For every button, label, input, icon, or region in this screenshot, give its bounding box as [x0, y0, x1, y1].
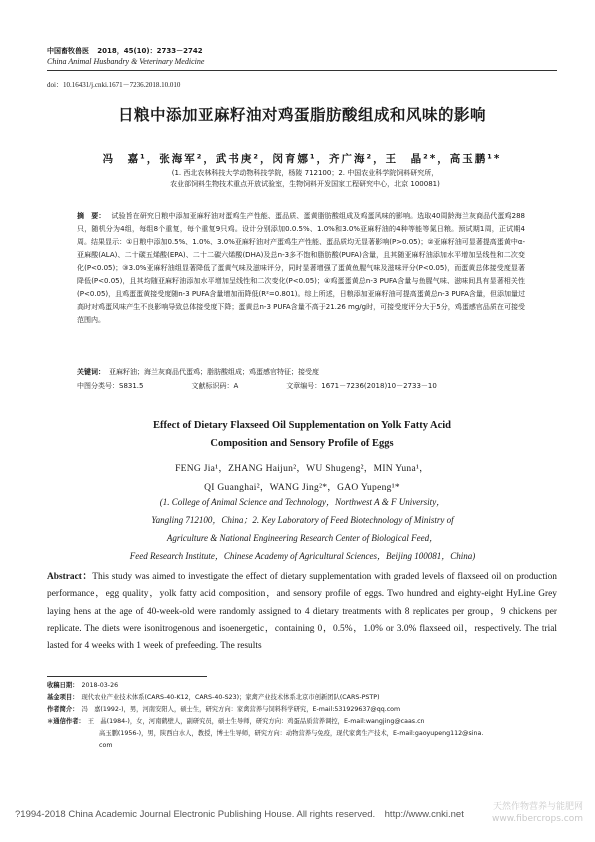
footnote-rule: [47, 676, 207, 677]
received-date: 2018-03-26: [81, 682, 119, 689]
paper-title-en: [47, 417, 557, 453]
footnote-corresponding-3: com: [99, 742, 113, 749]
authors-en-line: FENG Jia¹，ZHANG Haijun²，WU Shugeng²，MIN Yuna¹，: [175, 464, 429, 474]
document-code: 文献标识码：A: [191, 382, 239, 390]
author-label: 作者简介：: [47, 706, 79, 713]
article-number: 文章编号：1671－7236(2018)10－2733－10: [286, 382, 437, 390]
affiliation-en-line: Yangling 712100，China；2. Key Laboratory of Feed Biotechnology of Ministry of: [151, 515, 454, 525]
affiliation-cn-line: (1. 西北农林科技大学动物科技学院，杨陵 712100；2. 中国农业科学院饲料研究所，: [171, 169, 439, 177]
abstract-en-label: Abstract：: [47, 572, 93, 582]
fund-label: 基金项目：: [47, 694, 79, 701]
watermark-line: www.fibercrops.com: [492, 814, 583, 824]
affiliation-en-line: (1. College of Animal Science and Technology，Northwest A & F University，: [159, 497, 446, 507]
affiliation-en: [70, 493, 535, 565]
site-watermark: [492, 801, 583, 825]
watermark-line: 天然作物营养与能肥网: [492, 802, 583, 812]
footnote-corresponding-2: 高玉鹏(1956-)，男，陕西白水人，教授，博士生导师，研究方向：动物营养与免疫，现代家禽生产技术，E-mail:gaoyupeng112@sina.: [99, 730, 484, 737]
footnotes: [47, 680, 557, 752]
abstract-en: [47, 569, 557, 655]
keywords-cn: [77, 366, 525, 378]
corresponding-label: ＊通信作者：: [47, 718, 85, 725]
authors-en-line: QI Guanghai²，WANG Jing²*，GAO Yupeng¹*: [204, 483, 400, 493]
footnote-received: [47, 680, 557, 692]
header-rule: [47, 70, 557, 71]
journal-name-en: China Animal Husbandry & Veterinary Medicine: [47, 57, 205, 66]
keywords-cn-text: 亚麻籽油；海兰灰商品代蛋鸡；脂肪酸组成；鸡蛋感官特征；接受度: [109, 368, 319, 376]
fund-text: 现代农业产业技术体系(CARS-40-K12，CARS-40-S23)；家禽产业技术体系北京市创新团队(CARS-PSTP): [81, 694, 380, 701]
journal-name-cn: 中国畜牧兽医: [47, 47, 89, 55]
affiliation-en-line: Feed Research Institute，Chinese Academy of Agricultural Sciences，Beijing 100081，China): [129, 551, 476, 561]
footnote-author: [47, 704, 557, 716]
paper-title-en-line: Composition and Sensory Profile of Eggs: [210, 438, 394, 449]
affiliation-en-line: Agriculture & National Engineering Research Center of Biological Feed，: [166, 533, 439, 543]
affiliation-cn: [140, 168, 470, 190]
corresponding-text: 王 晶(1984-)，女，河南鹤壁人，副研究员，硕士生导师，研究方向：鸡蛋品质营养调控，E-mail:wangjing@caas.cn: [87, 718, 425, 725]
affiliation-cn-line: 农业部饲料生物技术重点开放试验室，生物饲料开发国家工程研究中心，北京 100081): [170, 180, 440, 188]
author-text: 冯 嘉(1992-)，男，河南安阳人，硕士生，研究方向：家禽营养与饲料科学研究，E-mail:531929637@qq.com: [81, 706, 401, 713]
abstract-en-text: This study was aimed to investigate the effect of dietary supplementation with graded levels of flaxseed oil on production performance，egg quality，yolk fatty acid composition，and sensory profile of eggs. Two hundred and eighty-eight HyLine Grey laying hens at the age of 40-week-old were randomly assigned to 4 dietary treatments with 8 replicates per group，9 chickens per replicate. The diets were isonitrogenous and isoenergetic，containing 0，0.5%，1.0% or 3.0% flaxseed oil，respectively. The trial lasted for 4 weeks with 1 week of prefeeding. The results: [47, 572, 557, 652]
doi[interactable]: doi：10.16431/j.cnki.1671－7236.2018.10.010: [47, 81, 181, 89]
journal-header: [47, 46, 557, 67]
footnote-corresponding: [47, 716, 557, 728]
footnote-fund: [47, 692, 557, 704]
clc-number: 中图分类号：S831.5: [77, 382, 144, 390]
paper-title-en-line: Effect of Dietary Flaxseed Oil Supplementation on Yolk Fatty Acid: [153, 420, 451, 431]
issue-meta: 2018，45(10)：2733－2742: [97, 47, 203, 55]
paper-title-cn: 日粮中添加亚麻籽油对鸡蛋脂肪酸组成和风味的影响: [117, 106, 486, 124]
abstract-cn: [77, 210, 525, 327]
authors-cn: 冯 嘉¹，张海军²，武书庚²，闵育娜¹，齐广海²，王 晶²*，高玉鹏¹*: [102, 153, 502, 165]
classification-row: [77, 380, 525, 392]
copyright-notice: ?1994-2018 China Academic Journal Electronic Publishing House. All rights reserved. http://www.cnki.net: [15, 809, 464, 820]
keywords-cn-label: 关键词：: [77, 368, 105, 376]
received-label: 收稿日期：: [47, 682, 79, 689]
abstract-cn-text: 试验旨在研究日粮中添加亚麻籽油对蛋鸡生产性能、蛋品质、蛋黄脂肪酸组成及鸡蛋风味的影响。选取40周龄海兰灰商品代蛋鸡288只，随机分为4组，每组8个重复，每个重复9只鸡。设计分别添加0.0.5%、1.0%和3.0%亚麻籽油的4种等能等氮日粮。预试期1周，正试期4周。结果显示：①日粮中添加0.5%、1.0%、3.0%亚麻籽油对产蛋鸡生产性能、蛋品质均无显著影响(P>0.05)；②亚麻籽油可显著提高蛋黄中α-亚麻酸(ALA)、二十碳五烯酸(EPA)、二十二碳六烯酸(DHA)及总n-3多不饱和脂肪酸(PUFA)含量，且其随亚麻籽油添加水平增加呈线性和二次变化(P<0.05)；③3.0%亚麻籽油组显著降低了蛋黄气味及滋味评分，同时显著增强了蛋黄鱼腥气味及滋味评分(P<0.05)，而蛋黄总体接受度显著降低(P<0.05)，且其均随亚麻籽油添加水平增加呈线性和二次变化(P<0.05)；④鸡蛋蛋黄总n-3 PUFA含量与鱼腥气味、滋味间具有显著相关性(P<0.05)，且鸡蛋蛋黄接受度随n-3 PUFA含量增加而降低(R²=0.801)。综上所述，日粮添加亚麻籽油可提高蛋黄总n-3 PUFA含量，但添加量过高时对鸡蛋风味产生不良影响导致总体接受度下降；蛋黄总n-3 PUFA含量不高于21.26 mg/g时，可接受度评分大于5分，鸡蛋感官品质在可接受范围内。: [77, 212, 525, 324]
abstract-cn-label: 摘 要：: [77, 212, 106, 220]
